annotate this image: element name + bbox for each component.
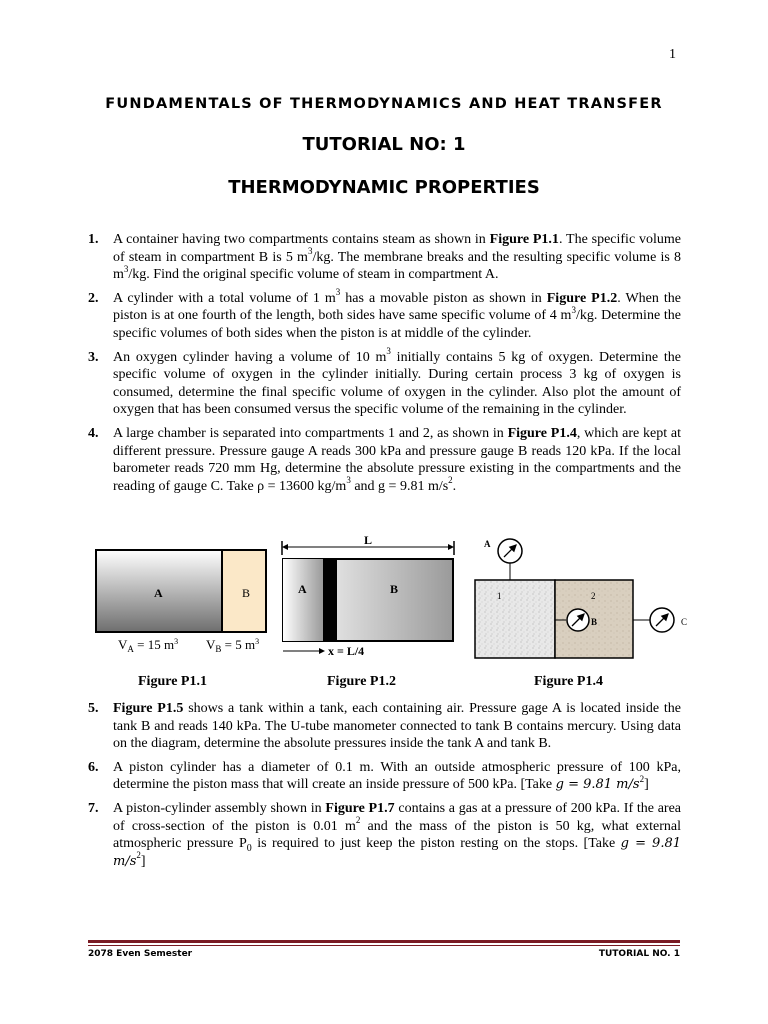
footer-semester: 2078 Even Semester bbox=[88, 949, 193, 959]
label-2: 2 bbox=[591, 591, 596, 601]
question-7: 7. A piston-cylinder assembly shown in Figure P1.7 contains a gas at a pressure of 200 kPa. If the area of cross-section of the piston is 0.01 $m^2$ and the mass of the piston is 50 kg, what external atmospheric pressure $P_0$ is required to just keep the piston resting on the stops. [Take g = 9.81 $m/s^2$] bbox=[88, 800, 682, 869]
figure-ref: Figure P1.5 bbox=[113, 701, 184, 716]
volume-a: $V_A = 15$ $m^3$ bbox=[118, 637, 179, 654]
question-5: 5. Figure P1.5 shows a tank within a tank, each containing air. Pressure gage A is located inside the tank B and reads 140 kPa. The U-tube manometer connected to tank B contains mercury. Using data on the diagram, determine the absolute pressures inside the tank A and tank B. bbox=[88, 701, 681, 752]
label-l: L bbox=[364, 533, 373, 547]
figure-ref: Figure P1.1 bbox=[489, 232, 559, 247]
label-x: x = L/4 bbox=[328, 644, 365, 658]
label-1: 1 bbox=[497, 591, 502, 601]
question-6: 6. A piston cylinder has a diameter of 0.1 m. With an outside atmospheric pressure of 100 kPa, determine the piston mass that will create an inside pressure of 500 kPa. [Take g = 9.81 $m/s^2$] bbox=[88, 759, 681, 793]
figures-row bbox=[88, 533, 688, 693]
figure-ref: Figure P1.2 bbox=[546, 290, 618, 306]
figure-p1-1 bbox=[96, 550, 266, 654]
caption-p1-2: Figure P1.2 bbox=[327, 674, 396, 689]
equation: g = 9.81 m/s bbox=[555, 777, 640, 793]
question-list-top bbox=[88, 231, 681, 495]
question-number: 6. bbox=[88, 759, 99, 775]
caption-p1-4: Figure P1.4 bbox=[534, 674, 603, 689]
question-1: 1. A container having two compartments contains steam as shown in Figure P1.1. The specific volume of steam in compartment B is 5 $m^3/kg$. The membrane breaks and the resulting specific volume is 8 $m^3/kg$. Find the original specific volume of steam in compartment A. bbox=[88, 232, 681, 283]
question-number: 1. bbox=[88, 232, 99, 247]
question-2: 2. A cylinder with a total volume of 1 $m^3$ has a movable piston as shown in Figure P1.2. When the piston is at one fourth of the length, both sides have same specific volume of 4 $m^3/kg$. Determine the specific volumes of both sides when the piston is at middle of the cylinder. bbox=[88, 287, 682, 341]
label-gauge-a: A bbox=[484, 539, 491, 549]
label-b: B bbox=[242, 586, 251, 600]
question-list-bottom bbox=[88, 700, 681, 870]
label-gauge-b: B bbox=[591, 617, 598, 627]
label-a: A bbox=[154, 586, 163, 600]
question-number: 3. bbox=[88, 349, 99, 365]
footer-rule-thin bbox=[88, 945, 680, 946]
label-a: A bbox=[298, 582, 307, 596]
course-title: FUNDAMENTALS OF THERMODYNAMICS AND HEAT TRANSFER bbox=[105, 96, 663, 112]
figure-p1-4 bbox=[475, 539, 687, 658]
page-number: 1 bbox=[669, 47, 676, 62]
figure-ref: Figure P1.7 bbox=[325, 800, 395, 816]
equation: g = 9.81 m/s bbox=[113, 836, 682, 869]
question-number: 7. bbox=[88, 800, 99, 816]
topic-title: THERMODYNAMIC PROPERTIES bbox=[228, 177, 540, 198]
piston bbox=[323, 559, 337, 641]
caption-p1-1: Figure P1.1 bbox=[138, 674, 207, 689]
question-number: 5. bbox=[88, 701, 99, 716]
compartment-1 bbox=[475, 580, 555, 658]
question-3: 3. An oxygen cylinder having a volume of 10 $m^3$ initially contains 5 kg of oxygen. Determine the specific volume of oxygen in the cylinder initially. During certain process 3 kg of oxygen is consumed, determine the final specific volume of oxygen in the cylinder. Also plot the amount of oxygen that has been consumed versus the specific volume of the remaining in the cylinder. bbox=[88, 345, 681, 418]
question-number: 4. bbox=[88, 425, 99, 441]
question-4: 4. A large chamber is separated into compartments 1 and 2, as shown in Figure P1.4, which are kept at different pressure. Pressure gauge A reads 300 kPa and pressure gauge B reads 120 kPa. If the local barometer reads 720 mm Hg, determine the absolute pressure existing in the compartments and the reading of gauge C. Take ρ = 13600 $kg/m^3$ and g = 9.81 $m/s^2$. bbox=[88, 425, 681, 494]
figure-p1-2 bbox=[282, 533, 454, 658]
tutorial-title: TUTORIAL NO: 1 bbox=[302, 134, 466, 155]
label-gauge-c: C bbox=[681, 617, 688, 627]
footer-tutorial: TUTORIAL NO. 1 bbox=[598, 949, 680, 959]
figure-ref: Figure P1.4 bbox=[507, 425, 577, 441]
footer-rule-thick bbox=[88, 940, 680, 943]
volume-b: $V_B = 5$ $m^3$ bbox=[206, 637, 260, 654]
question-number: 2. bbox=[88, 290, 99, 306]
label-b: B bbox=[390, 582, 399, 596]
